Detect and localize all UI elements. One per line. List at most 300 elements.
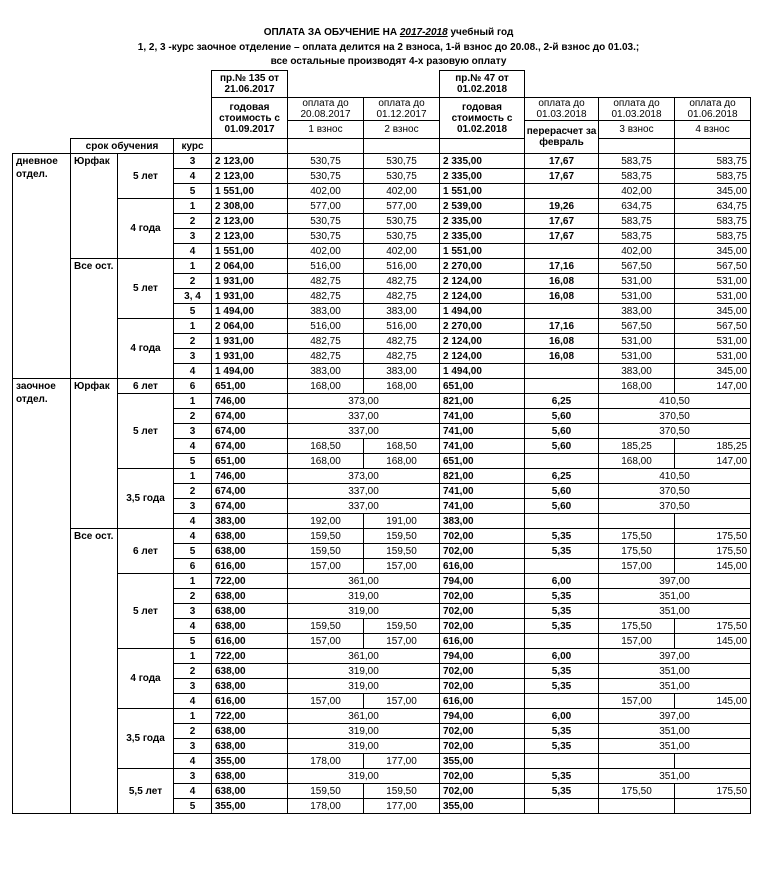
recalc-february-cell	[525, 184, 599, 199]
annual-cost-2018-cell: 616,00	[440, 694, 525, 709]
recalc-february-cell: 17,16	[525, 319, 599, 334]
installment-1-cell: 530,75	[288, 154, 364, 169]
installment-3-cell: 383,00	[599, 304, 675, 319]
installment-4-cell: 531,00	[675, 289, 751, 304]
annual-cost-2017-cell: 638,00	[212, 724, 288, 739]
recalc-february-cell: 6,00	[525, 574, 599, 589]
recalc-february-cell: 6,25	[525, 469, 599, 484]
installment-3-cell: 168,00	[599, 454, 675, 469]
title-prefix: ОПЛАТА ЗА ОБУЧЕНИЕ НА	[263, 27, 400, 38]
course-cell: 3	[174, 739, 212, 754]
table-row	[13, 259, 751, 274]
annual-cost-2017-cell: 746,00	[212, 394, 288, 409]
table-row	[13, 574, 751, 589]
installment-3-cell: 567,50	[599, 319, 675, 334]
course-cell: 4	[174, 439, 212, 454]
recalc-february-cell	[525, 454, 599, 469]
installment-2-cell: 516,00	[364, 319, 440, 334]
term-header: срок обучения	[71, 139, 174, 154]
table-row	[13, 394, 751, 409]
term-cell: 4 года	[118, 649, 174, 709]
course-cell: 4	[174, 754, 212, 769]
course-cell: 3	[174, 424, 212, 439]
installments-3-4-cell: 351,00	[599, 604, 751, 619]
installments-1-2-cell: 319,00	[288, 664, 440, 679]
course-cell: 2	[174, 589, 212, 604]
installment-3-cell	[599, 799, 675, 814]
installment-4-cell: 145,00	[675, 634, 751, 649]
installment-3-cell: 157,00	[599, 634, 675, 649]
inst3-header: 3 взнос	[599, 121, 675, 139]
table-row	[13, 709, 751, 724]
pay-0106-header: оплата до 01.06.2018	[675, 98, 751, 121]
annual-cost-2018-cell: 702,00	[440, 784, 525, 799]
installment-3-cell: 531,00	[599, 274, 675, 289]
department-cell: заочное отдел.	[13, 379, 71, 814]
recalc-february-cell: 19,26	[525, 199, 599, 214]
recalc-february-cell: 5,35	[525, 769, 599, 784]
installment-4-cell: 345,00	[675, 304, 751, 319]
installment-2-cell: 191,00	[364, 514, 440, 529]
annual-cost-2018-cell: 2 539,00	[440, 199, 525, 214]
course-cell: 4	[174, 529, 212, 544]
installment-2-cell: 482,75	[364, 334, 440, 349]
installment-2-cell: 530,75	[364, 169, 440, 184]
annual-cost-2017-cell: 638,00	[212, 679, 288, 694]
installment-1-cell: 168,00	[288, 379, 364, 394]
annual-cost-2017-cell: 2 064,00	[212, 259, 288, 274]
annual-cost-2017-cell: 674,00	[212, 409, 288, 424]
annual-cost-2018-cell: 355,00	[440, 754, 525, 769]
annual-cost-2017-cell: 722,00	[212, 574, 288, 589]
term-cell: 4 года	[118, 319, 174, 379]
installments-3-4-cell: 370,50	[599, 409, 751, 424]
installment-3-cell: 175,50	[599, 529, 675, 544]
annual-cost-2018-cell: 702,00	[440, 769, 525, 784]
recalc-february-cell	[525, 559, 599, 574]
annual-cost-2017-cell: 1 494,00	[212, 364, 288, 379]
course-cell: 5	[174, 634, 212, 649]
installment-3-cell: 175,50	[599, 784, 675, 799]
header-row-4	[13, 139, 751, 154]
pay-0103a-header: оплата до 01.03.2018	[525, 98, 599, 121]
installment-4-cell: 145,00	[675, 559, 751, 574]
installment-2-cell: 516,00	[364, 259, 440, 274]
annual-cost-2017-cell: 638,00	[212, 604, 288, 619]
recalc-february-cell: 5,35	[525, 784, 599, 799]
tuition-table	[12, 70, 751, 814]
inst1-header: 1 взнос	[288, 121, 364, 139]
installment-3-cell: 185,25	[599, 439, 675, 454]
course-cell: 4	[174, 244, 212, 259]
course-cell: 2	[174, 484, 212, 499]
course-cell: 2	[174, 214, 212, 229]
installments-3-4-cell: 370,50	[599, 424, 751, 439]
installment-1-cell: 516,00	[288, 319, 364, 334]
installment-2-cell: 159,50	[364, 619, 440, 634]
course-cell: 4	[174, 364, 212, 379]
course-cell: 2	[174, 664, 212, 679]
annual-cost-2017-cell: 674,00	[212, 424, 288, 439]
recalc-february-cell: 5,60	[525, 424, 599, 439]
recalc-header: перерасчет за февраль	[525, 121, 599, 154]
recalc-february-cell	[525, 304, 599, 319]
subtitle-payment-rule: 1, 2, 3 -курс заочное отделение – оплата делится на 2 взноса, 1-й взнос до 20.08., 2-й взнос до 01.03.;	[137, 42, 640, 53]
annual-cost-2018-cell: 2 335,00	[440, 229, 525, 244]
installment-3-cell	[599, 514, 675, 529]
annual2-header: годовая стоимость с 01.02.2018	[440, 98, 525, 139]
table-row	[13, 319, 751, 334]
installment-1-cell: 159,50	[288, 529, 364, 544]
table-row	[13, 769, 751, 784]
annual-cost-2018-cell: 741,00	[440, 439, 525, 454]
installment-2-cell: 168,00	[364, 379, 440, 394]
annual-cost-2018-cell: 616,00	[440, 634, 525, 649]
installments-3-4-cell: 351,00	[599, 679, 751, 694]
annual-cost-2017-cell: 674,00	[212, 499, 288, 514]
installments-3-4-cell: 351,00	[599, 664, 751, 679]
annual1-header: годовая стоимость с 01.09.2017	[212, 98, 288, 139]
annual-cost-2017-cell: 674,00	[212, 484, 288, 499]
annual-cost-2018-cell: 383,00	[440, 514, 525, 529]
course-cell: 3	[174, 604, 212, 619]
installment-4-cell: 567,50	[675, 259, 751, 274]
recalc-february-cell: 5,35	[525, 664, 599, 679]
annual-cost-2018-cell: 702,00	[440, 544, 525, 559]
installments-1-2-cell: 319,00	[288, 604, 440, 619]
installment-4-cell: 583,75	[675, 154, 751, 169]
inst4-header: 4 взнос	[675, 121, 751, 139]
recalc-february-cell	[525, 799, 599, 814]
annual-cost-2018-cell: 2 335,00	[440, 169, 525, 184]
recalc-february-cell	[525, 364, 599, 379]
annual-cost-2017-cell: 2 123,00	[212, 214, 288, 229]
annual-cost-2017-cell: 638,00	[212, 739, 288, 754]
recalc-february-cell: 5,60	[525, 409, 599, 424]
installments-1-2-cell: 319,00	[288, 679, 440, 694]
installment-1-cell: 383,00	[288, 304, 364, 319]
course-cell: 2	[174, 334, 212, 349]
term-cell: 6 лет	[118, 529, 174, 574]
recalc-february-cell	[525, 514, 599, 529]
installment-4-cell: 185,25	[675, 439, 751, 454]
recalc-february-cell: 6,00	[525, 709, 599, 724]
annual-cost-2018-cell: 702,00	[440, 529, 525, 544]
installment-2-cell: 383,00	[364, 364, 440, 379]
faculty-cell: Все ост.	[71, 259, 118, 379]
annual-cost-2018-cell: 741,00	[440, 424, 525, 439]
installment-3-cell: 583,75	[599, 229, 675, 244]
faculty-cell: Все ост.	[71, 529, 118, 814]
installment-3-cell: 531,00	[599, 349, 675, 364]
installments-3-4-cell: 370,50	[599, 499, 751, 514]
installment-2-cell: 530,75	[364, 214, 440, 229]
annual-cost-2018-cell: 702,00	[440, 604, 525, 619]
installment-1-cell: 192,00	[288, 514, 364, 529]
course-cell: 3	[174, 769, 212, 784]
table-row	[13, 379, 751, 394]
term-cell: 5 лет	[118, 259, 174, 319]
annual-cost-2017-cell: 383,00	[212, 514, 288, 529]
term-cell: 4 года	[118, 199, 174, 259]
installment-1-cell: 530,75	[288, 214, 364, 229]
course-cell: 4	[174, 514, 212, 529]
annual-cost-2018-cell: 616,00	[440, 559, 525, 574]
annual-cost-2018-cell: 794,00	[440, 709, 525, 724]
recalc-february-cell	[525, 754, 599, 769]
course-cell: 5	[174, 454, 212, 469]
installment-1-cell: 168,50	[288, 439, 364, 454]
installment-4-cell	[675, 514, 751, 529]
installment-2-cell: 577,00	[364, 199, 440, 214]
annual-cost-2017-cell: 616,00	[212, 634, 288, 649]
annual-cost-2017-cell: 746,00	[212, 469, 288, 484]
annual-cost-2017-cell: 651,00	[212, 454, 288, 469]
subtitle-other-students: все остальные производят 4-х разовую оплату	[270, 56, 507, 67]
recalc-february-cell: 5,35	[525, 679, 599, 694]
installment-2-cell: 168,50	[364, 439, 440, 454]
installment-2-cell: 482,75	[364, 289, 440, 304]
pay-0112-header: оплата до 01.12.2017	[364, 98, 440, 121]
installment-4-cell: 175,50	[675, 529, 751, 544]
installment-1-cell: 159,50	[288, 784, 364, 799]
annual-cost-2017-cell: 1 931,00	[212, 289, 288, 304]
installment-2-cell: 159,50	[364, 784, 440, 799]
installment-3-cell: 567,50	[599, 259, 675, 274]
term-cell: 5 лет	[118, 154, 174, 199]
header-row-2	[13, 98, 751, 121]
installments-1-2-cell: 319,00	[288, 739, 440, 754]
annual-cost-2017-cell: 355,00	[212, 754, 288, 769]
department-cell: дневное отдел.	[13, 154, 71, 379]
faculty-cell: Юрфак	[71, 154, 118, 259]
installments-1-2-cell: 319,00	[288, 589, 440, 604]
annual-cost-2017-cell: 1 931,00	[212, 274, 288, 289]
installment-4-cell: 147,00	[675, 379, 751, 394]
course-cell: 3	[174, 679, 212, 694]
installment-4-cell: 345,00	[675, 244, 751, 259]
installment-3-cell: 583,75	[599, 214, 675, 229]
recalc-february-cell: 5,60	[525, 499, 599, 514]
installment-2-cell: 482,75	[364, 274, 440, 289]
installment-4-cell: 531,00	[675, 334, 751, 349]
recalc-february-cell: 5,60	[525, 484, 599, 499]
annual-cost-2018-cell: 794,00	[440, 649, 525, 664]
installment-2-cell: 530,75	[364, 229, 440, 244]
installment-2-cell: 159,50	[364, 544, 440, 559]
course-cell: 3, 4	[174, 289, 212, 304]
course-cell: 5	[174, 304, 212, 319]
order1-header: пр.№ 135 от 21.06.2017	[212, 71, 288, 98]
installments-3-4-cell: 397,00	[599, 574, 751, 589]
annual-cost-2018-cell: 2 335,00	[440, 214, 525, 229]
course-cell: 1	[174, 709, 212, 724]
recalc-february-cell: 5,35	[525, 604, 599, 619]
installments-3-4-cell: 397,00	[599, 709, 751, 724]
header-row-3	[13, 121, 751, 139]
course-cell: 1	[174, 199, 212, 214]
installments-3-4-cell: 351,00	[599, 739, 751, 754]
annual-cost-2018-cell: 2 270,00	[440, 319, 525, 334]
course-header: курс	[174, 139, 212, 154]
annual-cost-2017-cell: 638,00	[212, 589, 288, 604]
installments-1-2-cell: 361,00	[288, 574, 440, 589]
course-cell: 2	[174, 274, 212, 289]
annual-cost-2017-cell: 2 123,00	[212, 169, 288, 184]
recalc-february-cell: 5,35	[525, 739, 599, 754]
installment-4-cell: 345,00	[675, 364, 751, 379]
annual-cost-2018-cell: 1 551,00	[440, 184, 525, 199]
installment-2-cell: 157,00	[364, 634, 440, 649]
installment-1-cell: 157,00	[288, 694, 364, 709]
annual-cost-2018-cell: 702,00	[440, 739, 525, 754]
installment-1-cell: 178,00	[288, 799, 364, 814]
annual-cost-2017-cell: 674,00	[212, 439, 288, 454]
course-cell: 6	[174, 379, 212, 394]
title-suffix: учебный год	[447, 27, 514, 38]
installment-1-cell: 178,00	[288, 754, 364, 769]
course-cell: 3	[174, 349, 212, 364]
annual-cost-2018-cell: 1 551,00	[440, 244, 525, 259]
annual-cost-2017-cell: 2 064,00	[212, 319, 288, 334]
installment-4-cell	[675, 799, 751, 814]
installment-3-cell: 175,50	[599, 619, 675, 634]
course-cell: 5	[174, 544, 212, 559]
installment-1-cell: 482,75	[288, 349, 364, 364]
annual-cost-2017-cell: 1 551,00	[212, 244, 288, 259]
course-cell: 1	[174, 394, 212, 409]
annual-cost-2018-cell: 2 124,00	[440, 274, 525, 289]
header-row-1	[13, 71, 751, 98]
recalc-february-cell	[525, 634, 599, 649]
term-cell: 5,5 лет	[118, 769, 174, 814]
installment-1-cell: 482,75	[288, 289, 364, 304]
title-years: 2017-2018	[399, 27, 448, 38]
installment-2-cell: 402,00	[364, 244, 440, 259]
recalc-february-cell: 5,35	[525, 529, 599, 544]
annual-cost-2018-cell: 702,00	[440, 679, 525, 694]
installment-1-cell: 383,00	[288, 364, 364, 379]
installment-1-cell: 402,00	[288, 184, 364, 199]
installment-3-cell: 175,50	[599, 544, 675, 559]
course-cell: 4	[174, 784, 212, 799]
table-row	[13, 529, 751, 544]
course-cell: 6	[174, 559, 212, 574]
installment-2-cell: 159,50	[364, 529, 440, 544]
installment-1-cell: 482,75	[288, 274, 364, 289]
installments-1-2-cell: 373,00	[288, 469, 440, 484]
annual-cost-2017-cell: 638,00	[212, 664, 288, 679]
annual-cost-2017-cell: 638,00	[212, 544, 288, 559]
annual-cost-2018-cell: 355,00	[440, 799, 525, 814]
installments-1-2-cell: 319,00	[288, 769, 440, 784]
installment-1-cell: 577,00	[288, 199, 364, 214]
course-cell: 1	[174, 319, 212, 334]
annual-cost-2018-cell: 651,00	[440, 454, 525, 469]
installment-4-cell: 175,50	[675, 544, 751, 559]
recalc-february-cell	[525, 694, 599, 709]
installment-4-cell: 531,00	[675, 349, 751, 364]
faculty-cell: Юрфак	[71, 379, 118, 529]
recalc-february-cell	[525, 244, 599, 259]
document-title	[0, 27, 777, 38]
recalc-february-cell: 16,08	[525, 349, 599, 364]
recalc-february-cell: 17,67	[525, 214, 599, 229]
recalc-february-cell: 5,35	[525, 544, 599, 559]
course-cell: 2	[174, 724, 212, 739]
installment-3-cell: 583,75	[599, 154, 675, 169]
installment-2-cell: 168,00	[364, 454, 440, 469]
course-cell: 3	[174, 229, 212, 244]
recalc-february-cell: 5,35	[525, 724, 599, 739]
recalc-february-cell: 17,16	[525, 259, 599, 274]
annual-cost-2018-cell: 741,00	[440, 484, 525, 499]
installment-2-cell: 530,75	[364, 154, 440, 169]
installment-4-cell: 583,75	[675, 169, 751, 184]
term-cell: 3,5 года	[118, 709, 174, 769]
annual-cost-2017-cell: 355,00	[212, 799, 288, 814]
installment-1-cell: 159,50	[288, 619, 364, 634]
pay-2008-header: оплата до 20.08.2017	[288, 98, 364, 121]
installment-4-cell: 583,75	[675, 214, 751, 229]
installment-2-cell: 157,00	[364, 559, 440, 574]
course-cell: 4	[174, 169, 212, 184]
annual-cost-2017-cell: 638,00	[212, 784, 288, 799]
recalc-february-cell: 6,00	[525, 649, 599, 664]
installment-2-cell: 402,00	[364, 184, 440, 199]
recalc-february-cell: 17,67	[525, 154, 599, 169]
recalc-february-cell: 16,08	[525, 334, 599, 349]
installment-1-cell: 159,50	[288, 544, 364, 559]
recalc-february-cell: 16,08	[525, 274, 599, 289]
installments-1-2-cell: 319,00	[288, 724, 440, 739]
installment-2-cell: 177,00	[364, 754, 440, 769]
installment-4-cell: 583,75	[675, 229, 751, 244]
annual-cost-2017-cell: 1 494,00	[212, 304, 288, 319]
course-cell: 3	[174, 499, 212, 514]
annual-cost-2017-cell: 1 551,00	[212, 184, 288, 199]
recalc-february-cell: 17,67	[525, 229, 599, 244]
annual-cost-2018-cell: 702,00	[440, 724, 525, 739]
installments-1-2-cell: 373,00	[288, 394, 440, 409]
installment-2-cell: 383,00	[364, 304, 440, 319]
installment-4-cell: 531,00	[675, 274, 751, 289]
installment-3-cell	[599, 754, 675, 769]
annual-cost-2017-cell: 638,00	[212, 619, 288, 634]
installment-1-cell: 157,00	[288, 634, 364, 649]
installment-3-cell: 402,00	[599, 244, 675, 259]
installments-3-4-cell: 370,50	[599, 484, 751, 499]
annual-cost-2017-cell: 2 308,00	[212, 199, 288, 214]
annual-cost-2017-cell: 2 123,00	[212, 229, 288, 244]
order2-header: пр.№ 47 от 01.02.2018	[440, 71, 525, 98]
recalc-february-cell: 5,60	[525, 439, 599, 454]
installments-1-2-cell: 361,00	[288, 709, 440, 724]
installment-3-cell: 402,00	[599, 184, 675, 199]
table-row	[13, 649, 751, 664]
annual-cost-2017-cell: 651,00	[212, 379, 288, 394]
course-cell: 3	[174, 154, 212, 169]
installment-3-cell: 583,75	[599, 169, 675, 184]
installment-1-cell: 402,00	[288, 244, 364, 259]
installment-1-cell: 530,75	[288, 169, 364, 184]
course-cell: 4	[174, 694, 212, 709]
course-cell: 2	[174, 409, 212, 424]
annual-cost-2018-cell: 1 494,00	[440, 364, 525, 379]
annual-cost-2017-cell: 722,00	[212, 709, 288, 724]
annual-cost-2018-cell: 702,00	[440, 589, 525, 604]
annual-cost-2018-cell: 2 124,00	[440, 289, 525, 304]
